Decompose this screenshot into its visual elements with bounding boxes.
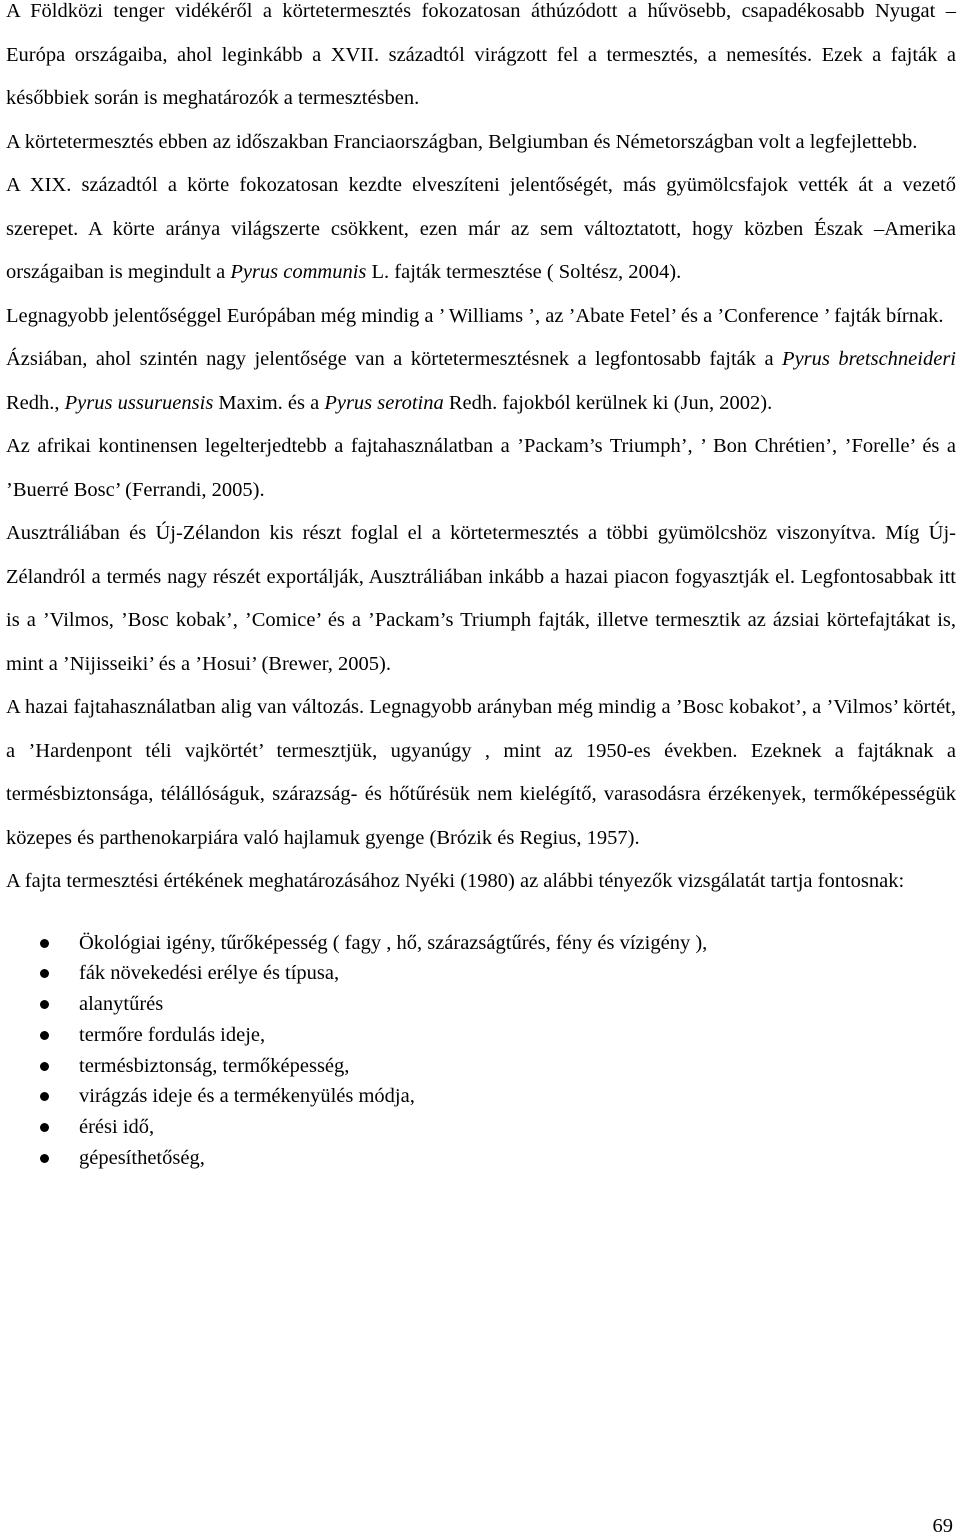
paragraph (6, 121, 956, 165)
text-segment: Maxim. és a (213, 391, 325, 414)
factor-list (6, 928, 956, 1174)
text-segment: A fajta termesztési értékének meghatározásához Nyéki (1980) az alábbi tényezők vizsgálatát tartja fontosnak: (6, 870, 905, 892)
list-item-label: Ökológiai igény, tűrőképesség ( fagy , hő, szárazságtűrés, fény és vízigény ), (79, 931, 708, 954)
paragraph (6, 686, 956, 860)
body-text (6, 0, 956, 904)
paragraph (6, 425, 956, 512)
list-item (6, 1112, 956, 1143)
list-item-label: termőre fordulás ideje, (79, 1023, 266, 1046)
bullet-icon (40, 1062, 49, 1071)
list-item-label: fák növekedési erélye és típusa, (79, 962, 340, 985)
bullet-icon (40, 1154, 49, 1163)
list-item (6, 1020, 956, 1051)
species-name: Pyrus ussuruensis (64, 391, 214, 414)
list-item (6, 1143, 956, 1174)
text-segment: Legnagyobb jelentőséggel Európában még mindig a ’ Williams ’, az ’Abate Fetel’ és a ’Conference ’ fajták bírnak. (6, 304, 944, 327)
list-item-label: érési idő, (79, 1116, 155, 1139)
bullet-icon (40, 1031, 49, 1040)
bullet-icon (40, 1092, 49, 1101)
bullet-icon (40, 939, 49, 948)
document-page (6, 0, 956, 1174)
list-item (6, 958, 956, 989)
bullet-icon (40, 1000, 49, 1009)
list-item (6, 989, 956, 1020)
list-item-label: gépesíthetőség, (79, 1147, 205, 1170)
list-item-label: termésbiztonság, termőképesség, (79, 1054, 350, 1077)
text-segment: Redh. fajokból kerülnek ki (Jun, 2002). (443, 391, 773, 414)
text-segment: A hazai fajtahasználatban alig van változás. Legnagyobb arányban még mindig a ’Bosc kobakot’, a ’Vilmos’ körtét, a ’Hardenpont téli vajkörtét’ termesztjük, ugyanúgy , mint az 1950-es években. Ezeknek a fajtáknak a termésbiztonsága, télállóságuk, szárazság- és hőtűrésük nem kielégítő, varasodásra érzékenyek, termőképességük közepes és parthenokarpiára való hajlamuk gyenge (Brózik és Regius, 1957). (6, 696, 956, 849)
bullet-icon (40, 969, 49, 978)
text-segment: Redh., (6, 391, 65, 414)
page-number: 69 (932, 1515, 953, 1537)
text-segment: Ausztráliában és Új-Zélandon kis részt foglal el a körtetermesztés a többi gyümölcshöz viszonyítva. Míg Új- Zélandról a termés nagy részét exportálják, Ausztráliában inkább a hazai piacon fogyasztják el. Legfontosabbak itt is a ’Vilmos, ’Bosc kobak’, ’Comice’ és a ’Packam’s Triumph fajták, illetve termesztik az ázsiai körtefajtákat is, mint a ’Nijisseiki’ és a ’Hosui’ (Brewer, 2005). (6, 522, 956, 675)
species-name: Pyrus communis (230, 261, 367, 283)
text-segment: L. fajták termesztése ( Soltész, 2004). (366, 261, 682, 283)
paragraph (6, 860, 956, 904)
paragraph (6, 0, 956, 121)
text-segment: A Földközi tenger vidékéről a körtetermesztés fokozatosan áthúzódott a hűvösebb, csapadékosabb Nyugat – Európa országaiba, ahol leginkább a XVII. századtól virágzott fel a termesztés, a nemesítés. Ezek a fajták a későbbiek során is meghatározók a termesztésben. (6, 0, 956, 109)
text-segment: A körtetermesztés ebben az időszakban Franciaországban, Belgiumban és Németországban volt a legfejlettebb. (6, 130, 918, 153)
species-name: Pyrus bretschneideri (782, 348, 956, 370)
list-item (6, 1081, 956, 1112)
species-name: Pyrus serotina (324, 391, 444, 414)
text-segment: Az afrikai kontinensen legelterjedtebb a fajtahasználatban a ’Packam’s Triumph’, ’ Bon Chrétien’, ’Forelle’ és a ’Buerré Bosc’ (Ferrandi, 2005). (6, 435, 956, 501)
text-segment: A XIX. századtól a körte fokozatosan kezdte elveszíteni jelentőségét, más gyümölcsfajok vették át a vezető szerepet. A körte aránya világszerte csökkent, ezen már az sem változtatott, hogy közben Észak –Amerika országaiban is megindult a (6, 174, 956, 283)
list-item (6, 1051, 956, 1082)
paragraph (6, 512, 956, 686)
list-item-label: alanytűrés (79, 993, 164, 1016)
list-item-label: virágzás ideje és a termékenyülés módja, (79, 1085, 415, 1108)
paragraph (6, 295, 956, 339)
list-item (6, 928, 956, 959)
text-segment: Ázsiában, ahol szintén nagy jelentősége van a körtetermesztésnek a legfontosabb fajták a (6, 348, 783, 370)
paragraph (6, 338, 956, 425)
bullet-icon (40, 1123, 49, 1132)
paragraph (6, 164, 956, 295)
